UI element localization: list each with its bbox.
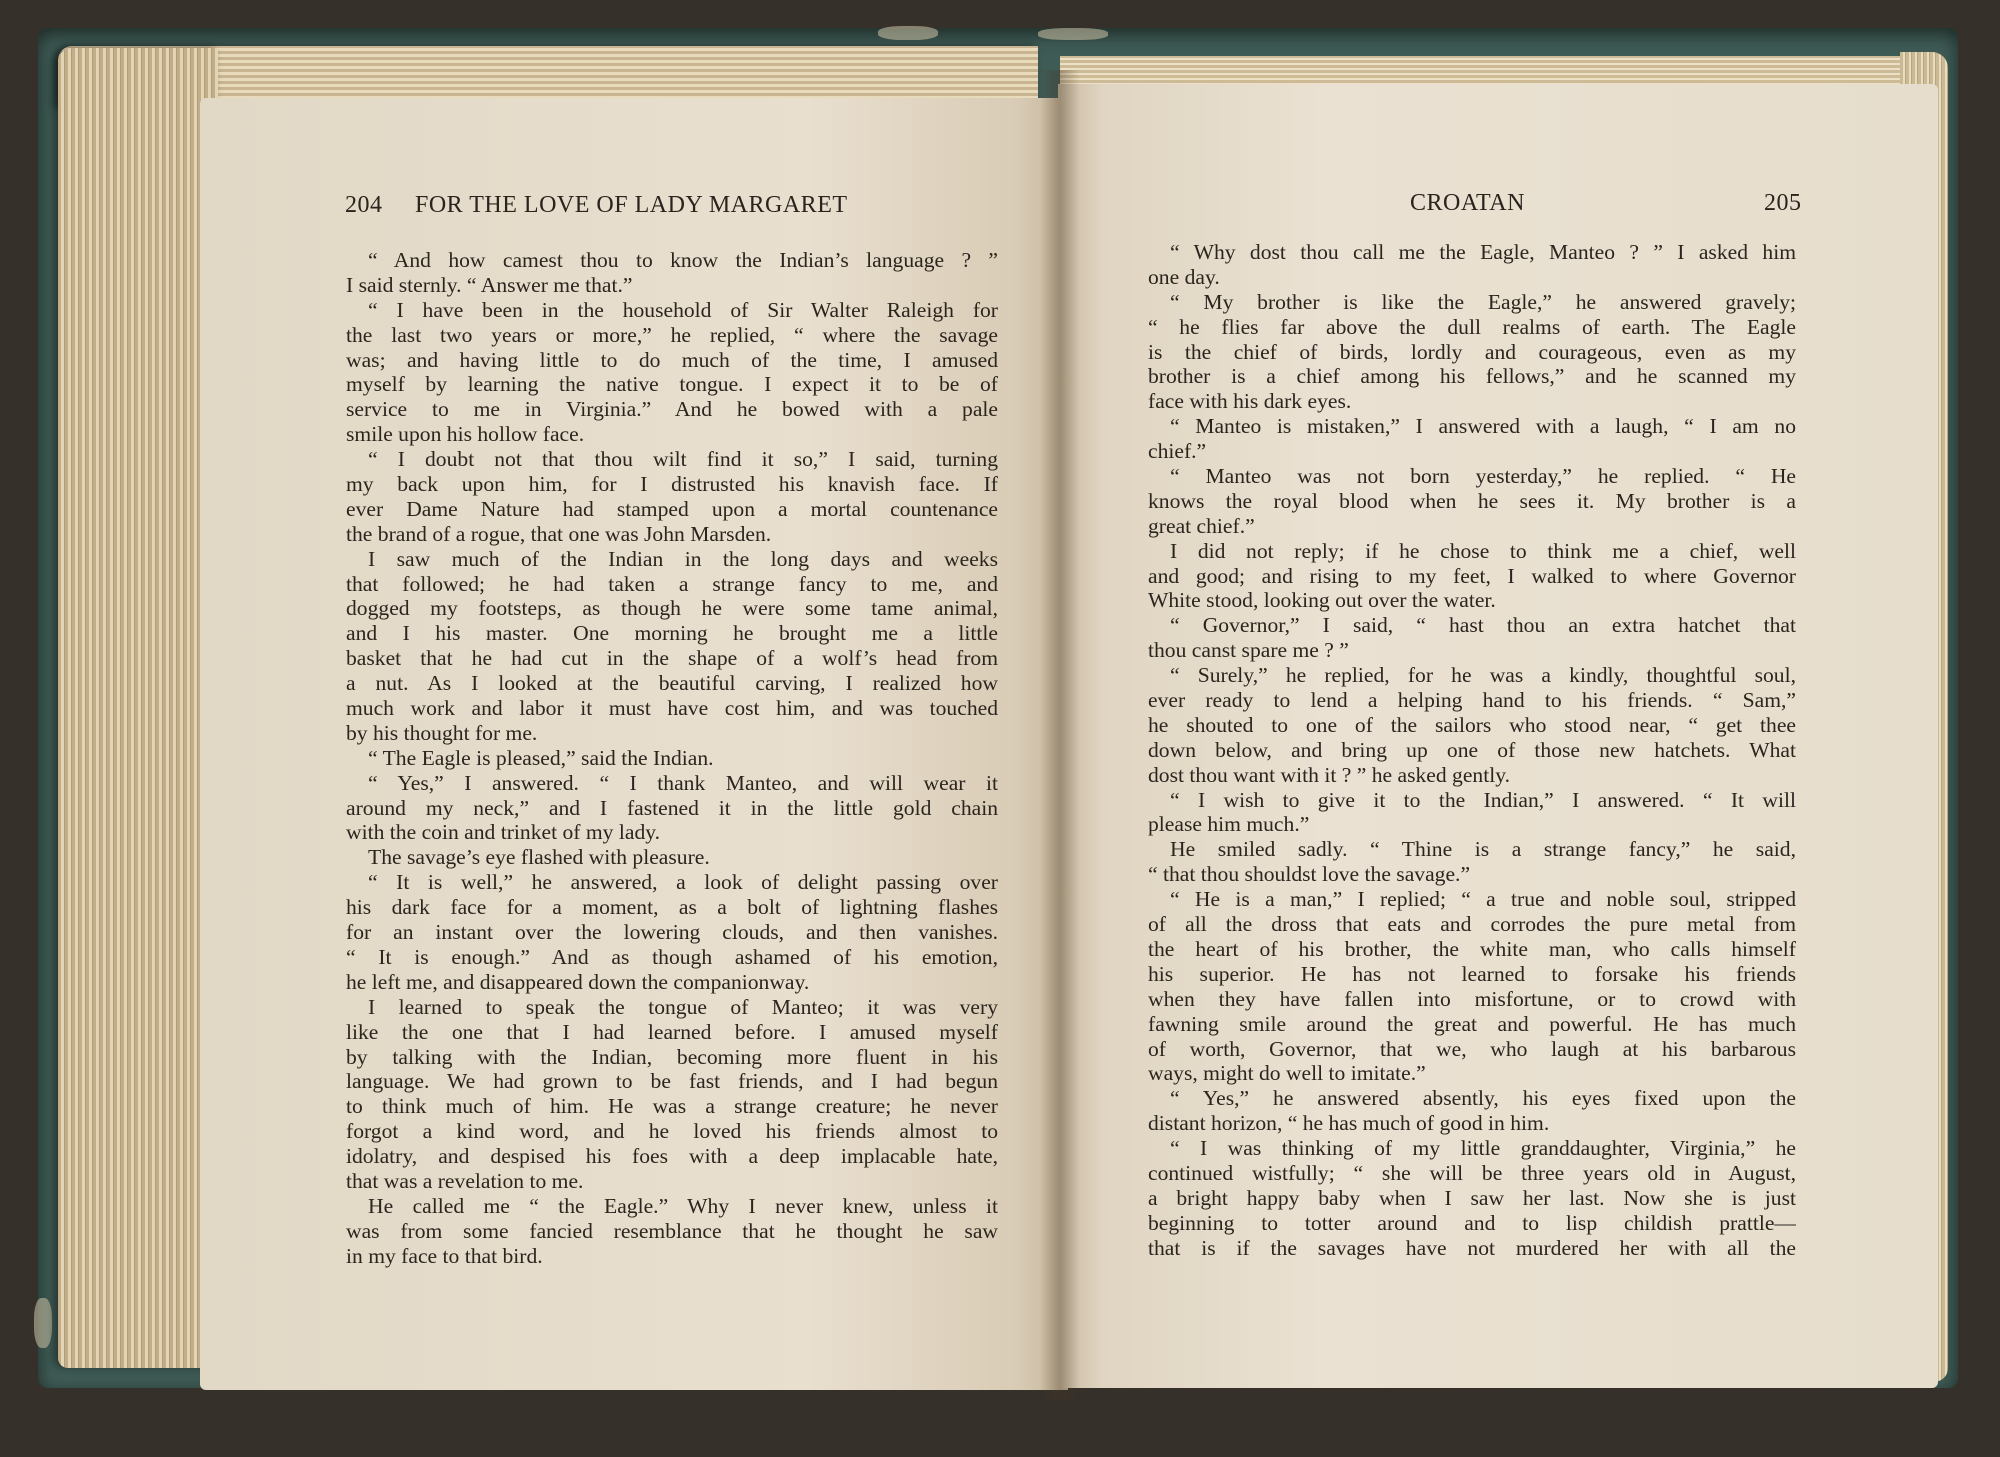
text-line: distant horizon, “ he has much of good in him. [1148, 1111, 1550, 1136]
left-page-text [346, 248, 998, 1269]
text-line: He smiled sadly. “ Thine is a strange fancy,” he said, [1170, 837, 1796, 862]
text-line: to think much of him. He was a strange creature; he never [346, 1094, 998, 1119]
text-line: of all the dross that eats and corrodes the pure metal from [1148, 912, 1796, 937]
text-line: “ that thou shouldst love the savage.” [1148, 862, 1471, 887]
text-line: “ Manteo is mistaken,” I answered with a laugh, “ I am no [1170, 414, 1796, 439]
text-line: forgot a kind word, and he loved his friends almost to [346, 1119, 998, 1144]
text-line: a bright happy baby when I saw her last. Now she is just [1148, 1185, 1796, 1210]
right-page-header [1058, 190, 1938, 230]
text-line: he shouted to one of the sailors who stood near, “ get thee [1148, 712, 1796, 737]
text-line: myself by learning the native tongue. I expect it to be of [346, 372, 998, 397]
left-page-number: 204 [345, 192, 383, 218]
text-line: his superior. He has not learned to forsake his friends [1148, 961, 1796, 986]
text-line: of worth, Governor, that we, who laugh at his barbarous [1148, 1036, 1796, 1061]
text-line: I learned to speak the tongue of Manteo; it was very [368, 994, 998, 1019]
text-line: great chief.” [1148, 513, 1255, 538]
left-page-header [200, 192, 1068, 232]
right-page-text [1148, 240, 1796, 1261]
text-line: language. We had grown to be fast friends, and I had begun [346, 1069, 998, 1094]
cover-wear-mark [34, 1298, 52, 1348]
text-line: “ Yes,” he answered absently, his eyes fixed upon the [1170, 1086, 1796, 1111]
text-line: and good; and rising to my feet, I walked to where Governor [1148, 563, 1796, 588]
text-line: was from some fancied resemblance that he thought he saw [346, 1218, 998, 1243]
text-line: He called me “ the Eagle.” Why I never knew, unless it [368, 1193, 998, 1218]
text-line: dogged my footsteps, as though he were some tame animal, [346, 596, 998, 621]
text-line: “ My brother is like the Eagle,” he answered gravely; [1170, 289, 1796, 314]
text-line: “ I was thinking of my little granddaughter, Virginia,” he [1170, 1136, 1796, 1161]
right-running-head: CROATAN [1410, 190, 1525, 216]
text-line: ever ready to lend a helping hand to his friends. “ Sam,” [1148, 688, 1796, 713]
text-line: by his thought for me. [346, 720, 538, 745]
right-page [1058, 84, 1938, 1388]
text-line: “ Yes,” I answered. “ I thank Manteo, and will wear it [368, 770, 998, 795]
text-line: beginning to totter around and to lisp childish prattle— [1148, 1210, 1796, 1235]
text-line: one day. [1148, 264, 1220, 289]
text-line: for an instant over the lowering clouds, and then vanishes. [346, 920, 998, 945]
text-line: that was a revelation to me. [346, 1168, 584, 1193]
text-line: The savage’s eye flashed with pleasure. [368, 845, 710, 870]
text-line: idolatry, and despised his foes with a deep implacable hate, [346, 1144, 998, 1169]
text-line: I said sternly. “ Answer me that.” [346, 272, 633, 297]
text-line: thou canst spare me ? ” [1148, 638, 1349, 663]
text-line: “ Manteo was not born yesterday,” he replied. “ He [1170, 464, 1796, 489]
left-running-head: FOR THE LOVE OF LADY MARGARET [415, 192, 848, 218]
text-line: face with his dark eyes. [1148, 389, 1352, 414]
text-line: please him much.” [1148, 812, 1310, 837]
text-line: was; and having little to do much of the time, I amused [346, 347, 998, 372]
text-line: ever Dame Nature had stamped upon a mortal countenance [346, 496, 998, 521]
text-line: I saw much of the Indian in the long days and weeks [368, 546, 998, 571]
text-line: the heart of his brother, the white man, who calls himself [1148, 936, 1796, 961]
cover-wear-mark [1038, 28, 1108, 40]
text-line: “ The Eagle is pleased,” said the Indian. [368, 745, 714, 770]
text-line: “ Why dost thou call me the Eagle, Manteo ? ” I asked him [1170, 240, 1796, 264]
text-line: “ Governor,” I said, “ hast thou an extra hatchet that [1170, 613, 1796, 638]
text-line: “ I wish to give it to the Indian,” I answered. “ It will [1170, 787, 1796, 812]
text-line: White stood, looking out over the water. [1148, 588, 1496, 613]
book-gutter [1040, 70, 1080, 1400]
text-line: ways, might do well to imitate.” [1148, 1061, 1426, 1086]
text-line: the last two years or more,” he replied, “ where the savage [346, 322, 998, 347]
right-page-number: 205 [1764, 190, 1802, 216]
text-line: like the one that I had learned before. I amused myself [346, 1019, 998, 1044]
text-line: is the chief of birds, lordly and courageous, even as my [1148, 339, 1796, 364]
text-line: chief.” [1148, 439, 1207, 464]
text-line: dost thou want with it ? ” he asked gently. [1148, 762, 1511, 787]
text-line: by talking with the Indian, becoming more fluent in his [346, 1044, 998, 1069]
text-line: “ I doubt not that thou wilt find it so,” I said, turning [368, 447, 998, 472]
text-line: a nut. As I looked at the beautiful carving, I realized how [346, 671, 998, 696]
text-line: my back upon him, for I distrusted his knavish face. If [346, 472, 998, 497]
text-line: he left me, and disappeared down the companionway. [346, 969, 810, 994]
text-line: I did not reply; if he chose to think me a chief, well [1170, 538, 1796, 563]
text-line: the brand of a rogue, that one was John Marsden. [346, 521, 772, 546]
text-line: brother is a chief among his fellows,” and he scanned my [1148, 364, 1796, 389]
text-line: “ It is enough.” And as though ashamed of his emotion, [346, 944, 998, 969]
text-line: continued wistfully; “ she will be three years old in August, [1148, 1160, 1796, 1185]
text-line: around my neck,” and I fastened it in the little gold chain [346, 795, 998, 820]
text-line: “ he flies far above the dull realms of earth. The Eagle [1148, 314, 1796, 339]
text-line: down below, and bring up one of those new hatchets. What [1148, 737, 1796, 762]
text-line: “ I have been in the household of Sir Walter Raleigh for [368, 297, 998, 322]
text-line: “ He is a man,” I replied; “ a true and noble soul, stripped [1170, 887, 1796, 912]
text-line: fawning smile around the great and powerful. He has much [1148, 1011, 1796, 1036]
text-line: much work and labor it must have cost him, and was touched [346, 696, 998, 721]
text-line: in my face to that bird. [346, 1243, 543, 1268]
text-line: service to me in Virginia.” And he bowed with a pale [346, 397, 998, 422]
text-line: his dark face for a moment, as a bolt of lightning flashes [346, 895, 998, 920]
text-line: when they have fallen into misfortune, or to crowd with [1148, 986, 1796, 1011]
text-line: “ And how camest thou to know the Indian’s language ? ” [368, 248, 998, 272]
page-edges-left [58, 48, 218, 1368]
text-line: with the coin and trinket of my lady. [346, 820, 661, 845]
text-line: knows the royal blood when he sees it. My brother is a [1148, 488, 1796, 513]
left-page [200, 98, 1068, 1390]
text-line: basket that he had cut in the shape of a wolf’s head from [346, 646, 998, 671]
text-line: “ Surely,” he replied, for he was a kindly, thoughtful soul, [1170, 663, 1796, 688]
text-line: that is if the savages have not murdered her with all the [1148, 1235, 1796, 1260]
text-line: and I his master. One morning he brought me a little [346, 621, 998, 646]
text-line: “ It is well,” he answered, a look of delight passing over [368, 870, 998, 895]
text-line: smile upon his hollow face. [346, 422, 585, 447]
cover-wear-mark [878, 26, 938, 40]
text-line: that followed; he had taken a strange fancy to me, and [346, 571, 998, 596]
